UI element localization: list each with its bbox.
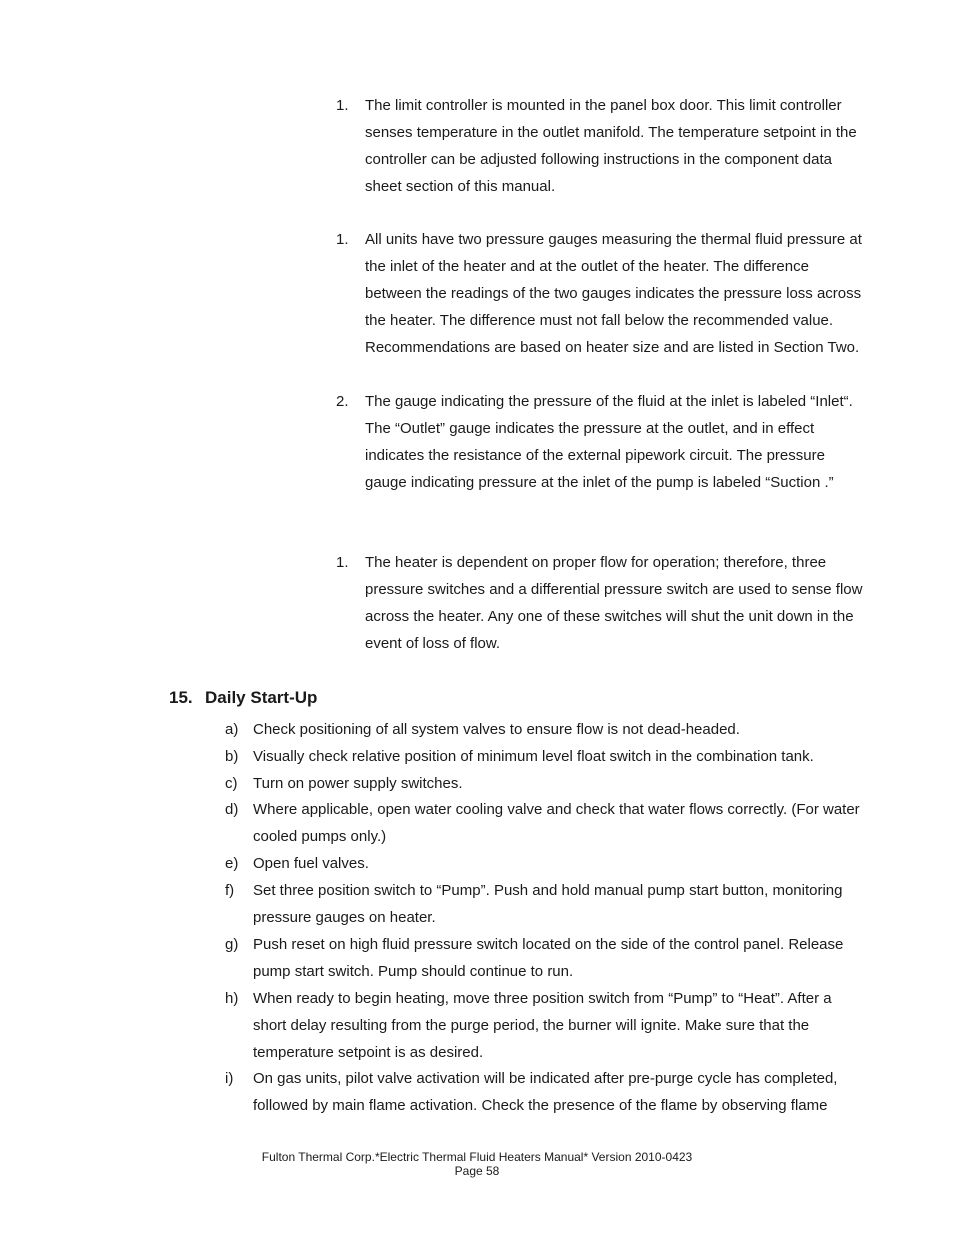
list-item bbox=[225, 931, 869, 985]
page-number: Page 58 bbox=[454, 1164, 500, 1178]
list-item bbox=[225, 850, 869, 877]
list-text: Visually check relative position of minimum level float switch in the combination tank. bbox=[253, 748, 814, 765]
list-text: Turn on power supply switches. bbox=[253, 775, 463, 792]
list-text: The limit controller is mounted in the panel box door. This limit controller senses temperature in the outlet manifold. The temperature setpoint in the controller can be adjusted following instructions in the component data sheet section of this manual. bbox=[365, 97, 857, 195]
list-item bbox=[336, 226, 866, 361]
list-label: e) bbox=[225, 855, 239, 872]
list-item bbox=[225, 1065, 869, 1119]
list-item bbox=[225, 743, 869, 770]
list-label: a) bbox=[225, 721, 239, 738]
list-item bbox=[225, 796, 869, 850]
list-text: On gas units, pilot valve activation will be indicated after pre-purge cycle has completed, followed by main flame activation. Check the presence of the flame by observing flame bbox=[253, 1070, 838, 1114]
list-text: Push reset on high fluid pressure switch located on the side of the control panel. Release pump start switch. Pump should continue to run. bbox=[253, 936, 844, 980]
list-item bbox=[336, 92, 866, 200]
list-text: The heater is dependent on proper flow for operation; therefore, three pressure switches and a differential pressure switch are used to sense flow across the heater. Any one of these switches will shut the unit down in the event of loss of flow. bbox=[365, 554, 863, 652]
list-item bbox=[225, 877, 869, 931]
list-text: Set three position switch to “Pump”. Push and hold manual pump start button, monitoring pressure gauges on heater. bbox=[253, 882, 843, 926]
list-text: The gauge indicating the pressure of the fluid at the inlet is labeled “Inlet“. The “Outlet” gauge indicates the pressure at the outlet, and in effect indicates the resistance of the external pipework circuit. The pressure gauge indicating pressure at the inlet of the pump is labeled “Suction .” bbox=[365, 393, 853, 491]
list-label: g) bbox=[225, 936, 239, 953]
list-number: 1. bbox=[336, 97, 349, 114]
list-text: Open fuel valves. bbox=[253, 855, 369, 872]
list-label: i) bbox=[225, 1070, 234, 1087]
list-text: Where applicable, open water cooling valve and check that water flows correctly. (For water cooled pumps only.) bbox=[253, 801, 860, 845]
list-label: h) bbox=[225, 990, 239, 1007]
list-label: f) bbox=[225, 882, 235, 899]
section-heading bbox=[169, 686, 317, 710]
list-text: Check positioning of all system valves to ensure flow is not dead-headed. bbox=[253, 721, 740, 738]
list-item bbox=[225, 770, 869, 797]
list-number: 1. bbox=[336, 231, 349, 248]
list-number: 2. bbox=[336, 393, 349, 410]
list-item bbox=[225, 985, 869, 1066]
section-title: Daily Start-Up bbox=[205, 688, 318, 707]
list-label: b) bbox=[225, 748, 239, 765]
list-label: c) bbox=[225, 775, 238, 792]
list-text: All units have two pressure gauges measuring the thermal fluid pressure at the inlet of the heater and at the outlet of the heater. The difference between the readings of the two gauges indicates the pressure loss across the heater. The difference must not fall below the recommended value. Recommendations are based on heater size and are listed in Section Two. bbox=[365, 231, 862, 356]
list-item bbox=[336, 388, 866, 496]
list-item bbox=[336, 549, 866, 657]
section-number: 15. bbox=[169, 688, 193, 707]
list-number: 1. bbox=[336, 554, 349, 571]
list-item bbox=[225, 716, 869, 743]
footer-title: Fulton Thermal Corp.*Electric Thermal Fluid Heaters Manual* Version 2010-0423 bbox=[261, 1150, 693, 1164]
list-label: d) bbox=[225, 801, 239, 818]
list-text: When ready to begin heating, move three position switch from “Pump” to “Heat”. After a short delay resulting from the purge period, the burner will ignite. Make sure that the temperature setpoint is as desired. bbox=[253, 990, 832, 1061]
